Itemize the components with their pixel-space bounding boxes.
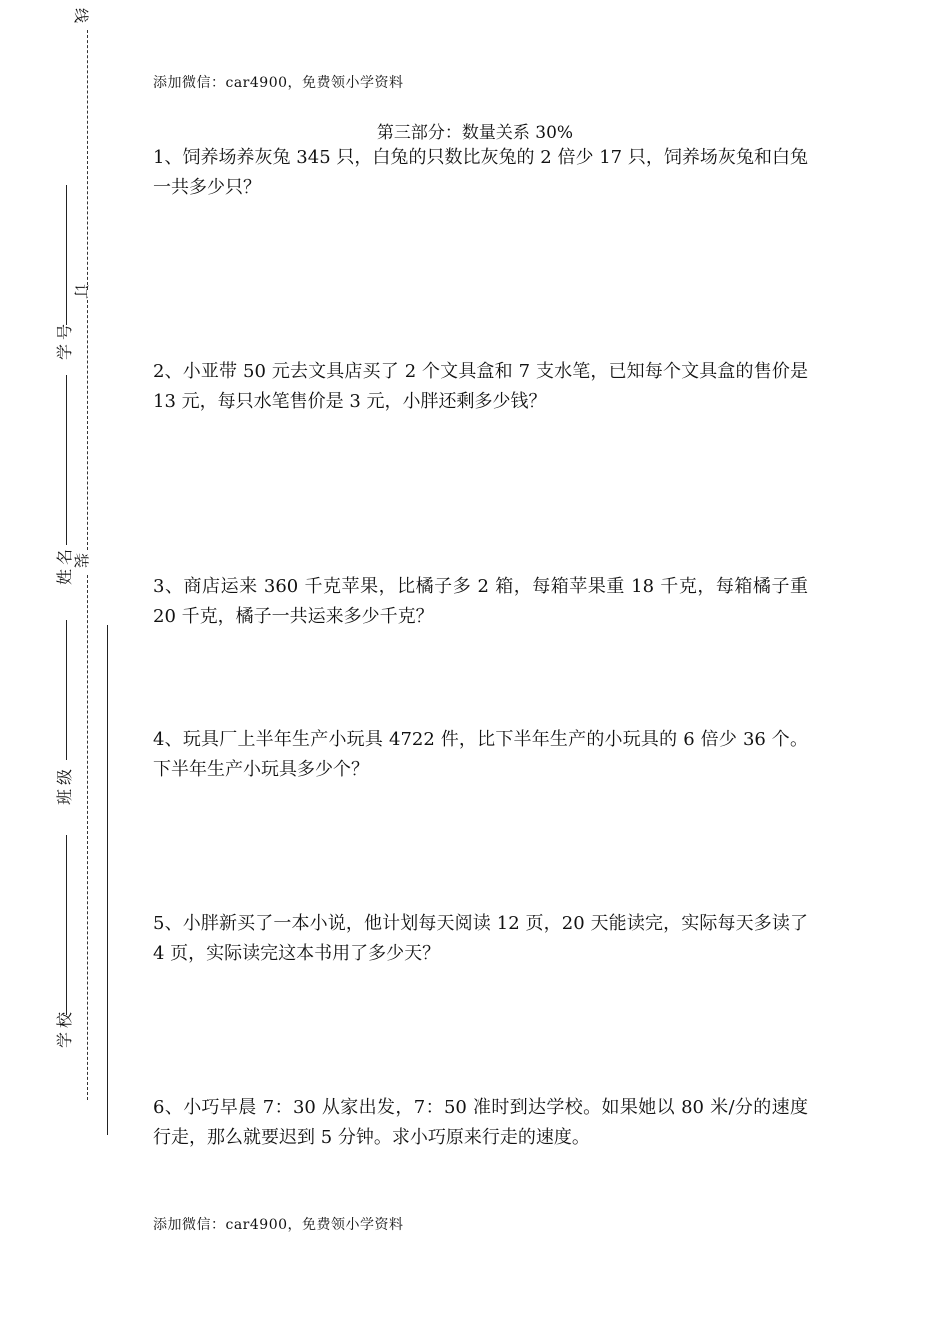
section-title: 第三部分：数量关系 30% — [376, 123, 574, 143]
mark-line: 线 — [72, 8, 90, 24]
field-name-label: 姓名 — [55, 544, 74, 585]
question-5: 5、小胖新买了一本小说，他计划每天阅读 12 页，20 天能读完，实际每天多读了 4 页，实际读完这本书用了多少天？ — [153, 913, 808, 964]
header-note: 添加微信：car4900，免费领小学资料 — [153, 75, 404, 91]
field-school-line — [66, 835, 67, 1015]
field-student-id-line — [66, 185, 67, 325]
question-2: 2、小亚带 50 元去文具店买了 2 个文具盒和 7 支水笔，已知每个文具盒的售价是 13 元，每只水笔售价是 3 元，小胖还剩多少钱？ — [153, 361, 808, 412]
mark-order: 订 — [72, 284, 90, 300]
field-class-line — [66, 620, 67, 760]
cut-line-low — [87, 575, 88, 1100]
question-4: 4、玩具厂上半年生产小玩具 4722 件，比下半年生产的小玩具的 6 倍少 36 个。下半年生产小玩具多少个？ — [153, 729, 808, 780]
question-6: 6、小巧早晨 7：30 从家出发，7：50 准时到达学校。如果她以 80 米/分的速度行走，那么就要迟到 5 分钟。求小巧原来行走的速度。 — [153, 1097, 808, 1148]
field-class-label: 班级 — [55, 764, 74, 805]
cut-line-mid — [87, 300, 88, 550]
field-name-line — [66, 375, 67, 545]
cut-line-top — [87, 30, 88, 290]
field-school-label: 学校 — [55, 1007, 74, 1048]
question-1: 1、饲养场养灰兔 345 只，白兔的只数比灰兔的 2 倍少 17 只，饲养场灰兔和白兔一共多少只？ — [153, 147, 808, 198]
question-3: 3、商店运来 360 千克苹果，比橘子多 2 箱，每箱苹果重 18 千克，每箱橘子重 20 千克，橘子一共运来多少千克？ — [153, 576, 808, 627]
field-student-id-label: 学号 — [55, 319, 74, 360]
footer-note: 添加微信：car4900，免费领小学资料 — [153, 1217, 404, 1233]
mark-bind: 装 — [72, 553, 90, 569]
margin-rule — [107, 625, 108, 1135]
